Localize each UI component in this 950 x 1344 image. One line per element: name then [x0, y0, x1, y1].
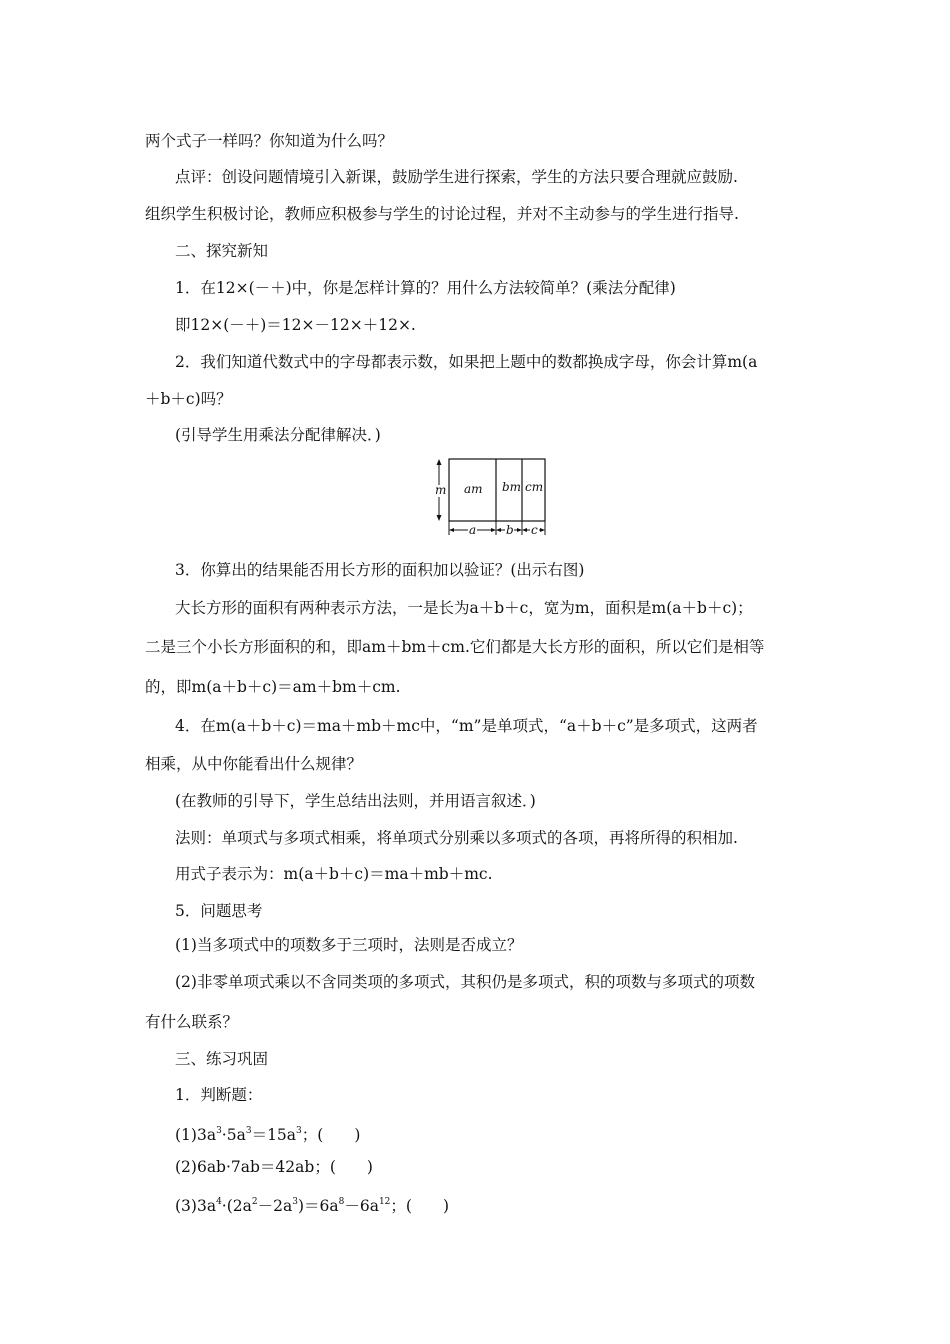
rectangle-area-figure — [432, 456, 552, 538]
text-line: 4．在m(a＋b＋c)＝ma＋mb＋mc中，“m”是单项式，“a＋b＋c”是多项式，这两者 — [175, 717, 758, 735]
arrowhead-down-icon — [437, 515, 442, 521]
text-line: 1．判断题： — [175, 1086, 263, 1104]
section-heading: 三、练习巩固 — [175, 1050, 269, 1068]
text-line: (引导学生用乘法分配律解决．) — [175, 426, 381, 444]
label-bm: bm — [502, 480, 522, 494]
arrowhead-left-icon — [496, 528, 501, 532]
label-a: a — [469, 523, 477, 537]
text-line: 1．在12×(－＋)中，你是怎样计算的？用什么方法较简单？(乘法分配律) — [175, 279, 676, 297]
text-line: (1)当多项式中的项数多于三项时，法则是否成立？ — [175, 936, 523, 954]
section-heading: 二、探究新知 — [175, 242, 269, 260]
arrowhead-up-icon — [437, 459, 442, 465]
text-line: 2．我们知道代数式中的字母都表示数，如果把上题中的数都换成字母，你会计算m(a — [175, 353, 758, 371]
text-line: 法则：单项式与多项式相乘，将单项式分别乘以多项式的各项，再将所得的积相加. — [175, 829, 738, 847]
exercise-item-2: (2)6ab·7ab＝42ab；( ) — [175, 1158, 373, 1176]
arrowhead-right-icon — [491, 528, 496, 532]
text-line: 用式子表示为：m(a＋b＋c)＝ma＋mb＋mc. — [175, 865, 493, 883]
text-line: 大长方形的面积有两种表示方法，一是长为a＋b＋c，宽为m，面积是m(a＋b＋c)； — [175, 599, 753, 617]
arrowhead-left-icon — [522, 528, 527, 532]
text-line: ＋b＋c)吗？ — [145, 390, 232, 408]
text-line: 3．你算出的结果能否用长方形的面积加以验证？(出示右图) — [175, 561, 585, 579]
text-line: 的，即m(a＋b＋c)＝am＋bm＋cm. — [145, 678, 401, 696]
arrowhead-right-icon — [517, 528, 522, 532]
label-m: m — [435, 483, 447, 497]
label-b: b — [506, 523, 514, 537]
text-line: 二是三个小长方形面积的和，即am＋bm＋cm.它们都是大长方形的面积，所以它们是相等 — [145, 638, 765, 656]
text-line: (在教师的引导下，学生总结出法则，并用语言叙述．) — [175, 792, 536, 810]
text-line: (2)非零单项式乘以不含同类项的多项式，其积仍是多项式，积的项数与多项式的项数 — [175, 973, 755, 991]
arrowhead-left-icon — [449, 528, 454, 532]
text-line: 点评：创设问题情境引入新课，鼓励学生进行探索，学生的方法只要合理就应鼓励. — [175, 168, 738, 186]
text-line: 组织学生积极讨论，教师应积极参与学生的讨论过程，并对不主动参与的学生进行指导. — [145, 205, 739, 223]
text-line: 有什么联系？ — [145, 1013, 239, 1031]
label-am: am — [464, 482, 483, 496]
arrowhead-right-icon — [540, 528, 545, 532]
label-c: c — [531, 523, 538, 537]
text-line: 相乘，从中你能看出什么规律？ — [145, 755, 363, 773]
exercise-item-3: $(3)3a^4\cdot(2a^2-2a^3)=6a^8-6a^{12}$；( ) — [175, 1197, 450, 1215]
label-cm: cm — [525, 480, 544, 494]
text-line: 即12×(－＋)＝12×－12×＋12×. — [175, 316, 416, 334]
exercise-item-1: $(1)3a^3\cdot 5a^3=15a^3$；( ) — [175, 1126, 361, 1144]
text-line: 两个式子一样吗？你知道为什么吗？ — [145, 132, 394, 150]
text-line: 5．问题思考 — [175, 902, 263, 920]
